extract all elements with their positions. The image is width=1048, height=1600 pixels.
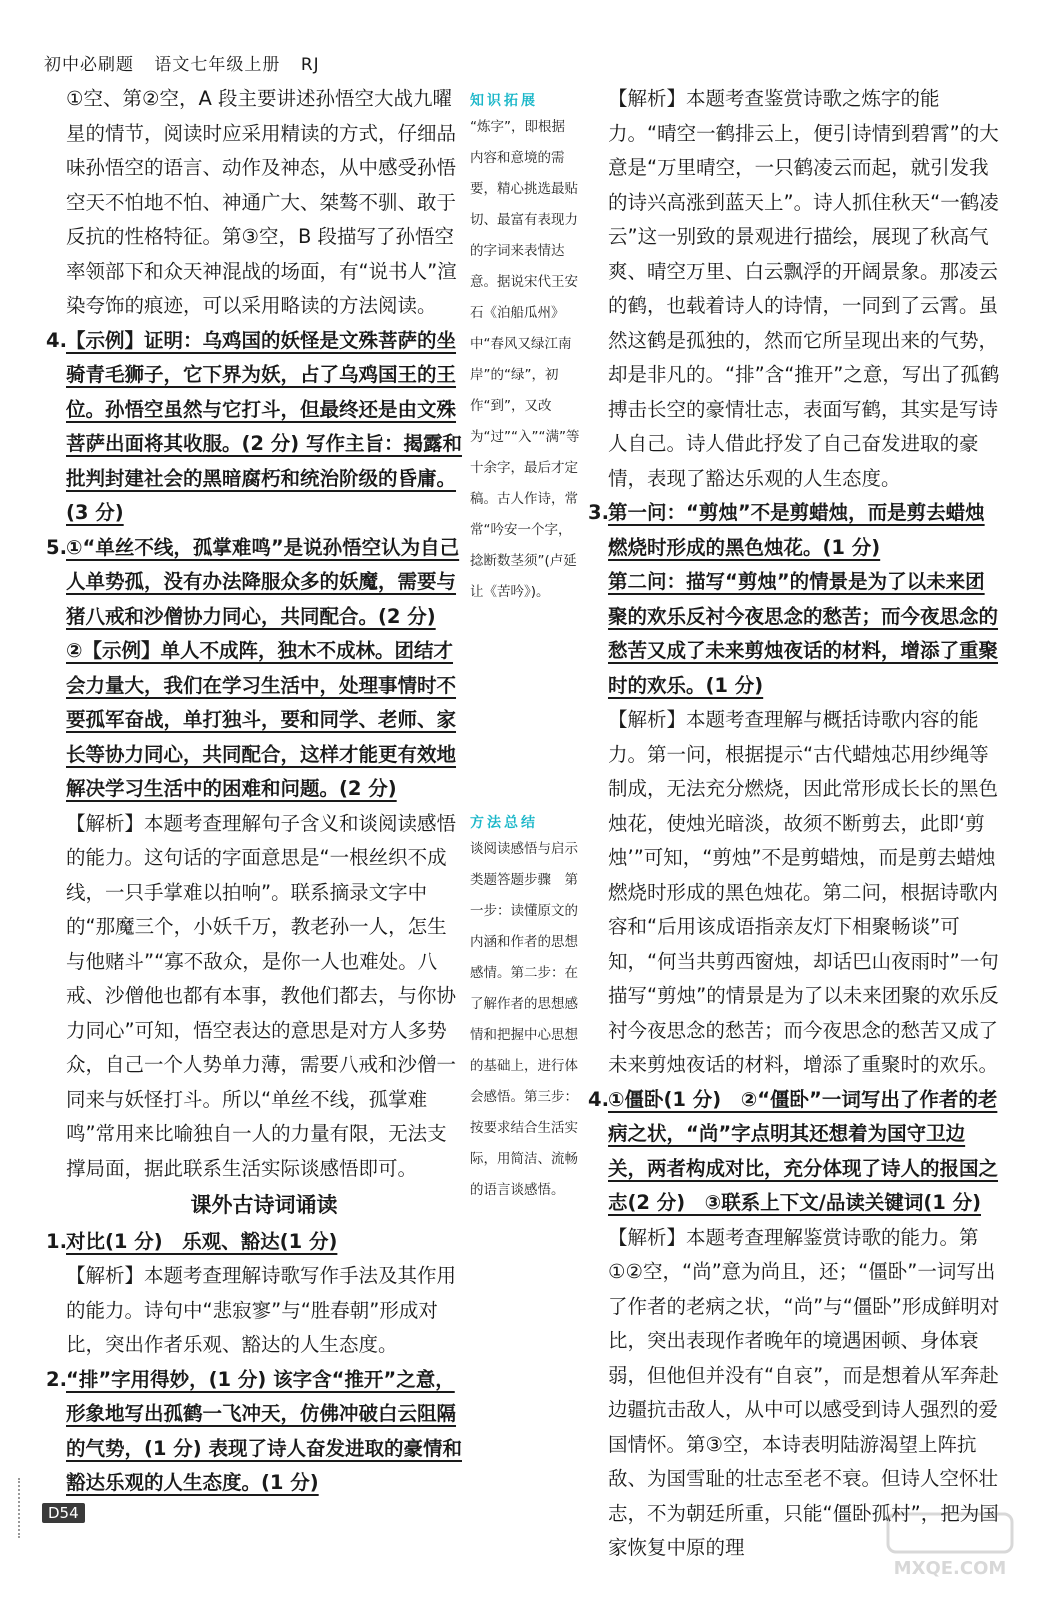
subject-name: 语文七年级上册 [154, 55, 281, 75]
answer-text: 第二问：描写“剪烛”的情景是为了以未来团聚的欢乐反衬今夜思念的愁苦；而今夜思念的愁苦又成了未来剪烛夜话的材料，增添了重聚时的欢乐。(1 分) [608, 570, 999, 697]
right-column [588, 82, 1000, 1566]
question-4-answer [46, 324, 462, 531]
analysis-text: 【解析】本题考查理解诗歌写作手法及其作用的能力。诗句中“悲寂寥”与“胜春朝”形成对比，突出作者乐观、豁达的人生态度。 [66, 1264, 457, 1356]
question-1-answer [46, 1225, 462, 1260]
page-number: D54 [42, 1503, 85, 1523]
margin-dots [18, 1478, 40, 1538]
running-header [44, 50, 334, 75]
question-4-answer [588, 1083, 1000, 1221]
question-number: 4. [588, 1087, 609, 1111]
sidebar-text: 谈阅读感悟与启示类题答题步骤 第一步：读懂原文的内涵和作者的思想感情。第二步：在了解作者的思想感情和把握中心思想的基础上，进行体会感悟。第三步：按要求结合生活实际，用简洁、流畅的语言谈感悟。 [470, 841, 578, 1198]
left-column [46, 82, 462, 1501]
watermark-text: MXQE.COM [893, 1558, 1007, 1579]
sidebar-knowledge [470, 90, 578, 608]
sidebar-text: “炼字”，即根据内容和意境的需要，精心挑选最贴切、最富有表现力的字词来表情达意。据说宋代王安石《泊船瓜州》中“春风又绿江南岸”的“绿”，初作“到”，又改为“过”“入”“满”等十余字，最后才定稿。古人作诗，常常“吟安一个字，捻断数茎须”(卢延让《苦吟》)。 [470, 119, 580, 600]
question-number: 4. [46, 328, 67, 352]
answer-text: 对比(1 分) 乐观、豁达(1 分) [66, 1229, 338, 1253]
question-5-answer [46, 531, 462, 635]
question-number: 2. [46, 1367, 67, 1391]
question-number: 3. [588, 501, 609, 524]
question-number: 1. [46, 1229, 67, 1253]
sidebar-title: 知识拓展 [470, 93, 538, 109]
answer-text: “排”字用得妙，(1 分) 该字含“推开”之意，形象地写出孤鹤一飞冲天，仿佛冲破白云阻隔的气势，(1 分) 表现了诗人奋发进取的豪情和豁达乐观的人生态度。(1 分) [66, 1367, 462, 1494]
watermark-logo [880, 1510, 1020, 1580]
question-3-answer [588, 496, 1000, 565]
answer-text: ①“单丝不线，孤掌难鸣”是说孙悟空认为自己人单势孤，没有办法降服众多的妖魔，需要与猪八戒和沙僧协力同心，共同配合。(2 分) [66, 535, 460, 628]
answer-text: ①僵卧(1 分) ②“僵卧”一词写出了作者的老病之状，“尚”字点明其还想着为国守卫边关，两者构成对比，充分体现了诗人的报国之志(2 分) ③联系上下文/品读关键词(1 分) [608, 1087, 999, 1214]
answer-text: ②【示例】单人不成阵，独木不成林。团结才会力量大，我们在学习生活中，处理事情时不要孤军奋战，单打独斗，要和同学、老师、家长等协力同心，共同配合，这样才能更有效地解决学习生活中的困难和问题。(2 分) [66, 639, 457, 800]
section-title: 课外古诗词诵读 [190, 1193, 338, 1217]
answer-text: 第一问：“剪烛”不是剪蜡烛，而是剪去蜡烛燃烧时形成的黑色烛花。(1 分) [608, 501, 985, 559]
question-number: 5. [46, 535, 67, 559]
analysis-text: 【解析】本题考查理解鉴赏诗歌的能力。第①②空，“尚”意为尚且，还；“僵卧”一词写出了作者的老病之状，“尚”与“僵卧”形成鲜明对比，突出表现作者晚年的境遇困顿、身体衰弱，但他但并没有“自哀”，而是想着从军奔赴边疆抗击敌人，从中可以感受到诗人强烈的爱国情怀。第③空，本诗表明陆游渴望上阵抗敌、为国雪耻的壮志至老不衰。但诗人空怀壮志，不为朝廷所重，只能“僵卧孤村”，把为国家恢复中原的理 [608, 1225, 1000, 1559]
answer-text: 【示例】证明：乌鸡国的妖怪是文殊菩萨的坐骑青毛狮子，它下界为妖，占了乌鸡国王的王位。孙悟空虽然与它打斗，但最终还是由文殊菩萨出面将其收服。(2 分) 写作主旨：揭露和批判封建社会的黑暗腐朽和统治阶级的昏庸。(3 分) [66, 328, 462, 524]
sidebar-title: 方法总结 [470, 815, 538, 831]
analysis-text: 【解析】本题考查理解与概括诗歌内容的能力。第一问，根据提示“古代蜡烛芯用纱绳等制成，无法充分燃烧，因此常形成长长的黑色烛花，使烛光暗淡，故须不断剪去，此即‘剪烛’”可知，“剪烛”不是剪蜡烛，而是剪去蜡烛燃烧时形成的黑色烛花。第二问，根据诗歌内容和“后用该成语指亲友灯下相聚畅谈”可知，“何当共剪西窗烛，却话巴山夜雨时”一句描写“剪烛”的情景是为了以未来团聚的欢乐反衬今夜思念的愁苦；而今夜思念的愁苦又成了未来剪烛夜话的材料，增添了重聚时的欢乐。 [608, 708, 999, 1076]
series-name: 初中必刷题 [44, 55, 134, 75]
edition-label: RJ [300, 55, 320, 75]
analysis-text: 【解析】本题考查鉴赏诗歌之炼字的能力。“晴空一鹤排云上，便引诗情到碧霄”的大意是“万里晴空，一只鹤凌云而起，就引发我的诗兴高涨到蓝天上”。诗人抓住秋天“一鹤凌云”这一别致的景观进行描绘，展现了秋高气爽、晴空万里、白云飘浮的开阔景象。那凌云的鹤，也载着诗人的诗情，一同到了云霄。虽然这鹤是孤独的，然而它所呈现出来的气势，却是非凡的。“排”含“推开”之意，写出了孤鹤搏击长空的豪情壮志，表面写鹤，其实是写诗人自己。诗人借此抒发了自己奋发进取的豪情，表现了豁达乐观的人生态度。 [608, 87, 1000, 490]
question-2-answer [46, 1363, 462, 1501]
sidebar-method [470, 812, 578, 1206]
answer-text: ①空、第②空，A 段主要讲述孙悟空大战九曜星的情节，阅读时应采用精读的方式，仔细品味孙悟空的语言、动作及神态，从中感受孙悟空天不怕地不怕、神通广大、桀骜不驯、敢于反抗的性格特征。第③空，B 段描写了孙悟空率领部下和众天神混战的场面，有“说书人”渲染夸饰的痕迹，可以采用略读的方法阅读。 [66, 87, 457, 317]
analysis-text: 【解析】本题考查理解句子含义和谈阅读感悟的能力。这句话的字面意思是“一根丝织不成线，一只手掌难以拍响”。联系摘录文字中的“那魔三个，小妖千万，教老孙一人，怎生与他赌斗”“寡不敌众，是你一人也难处。八戒、沙僧他也都有本事，教他们都去，与你协力同心”可知，悟空表达的意思是对方人多势众，自己一个人势单力薄，需要八戒和沙僧一同来与妖怪打斗。所以“单丝不线，孤掌难鸣”常用来比喻独自一人的力量有限，无法支撑局面，据此联系生活实际谈感悟即可。 [66, 811, 457, 1180]
